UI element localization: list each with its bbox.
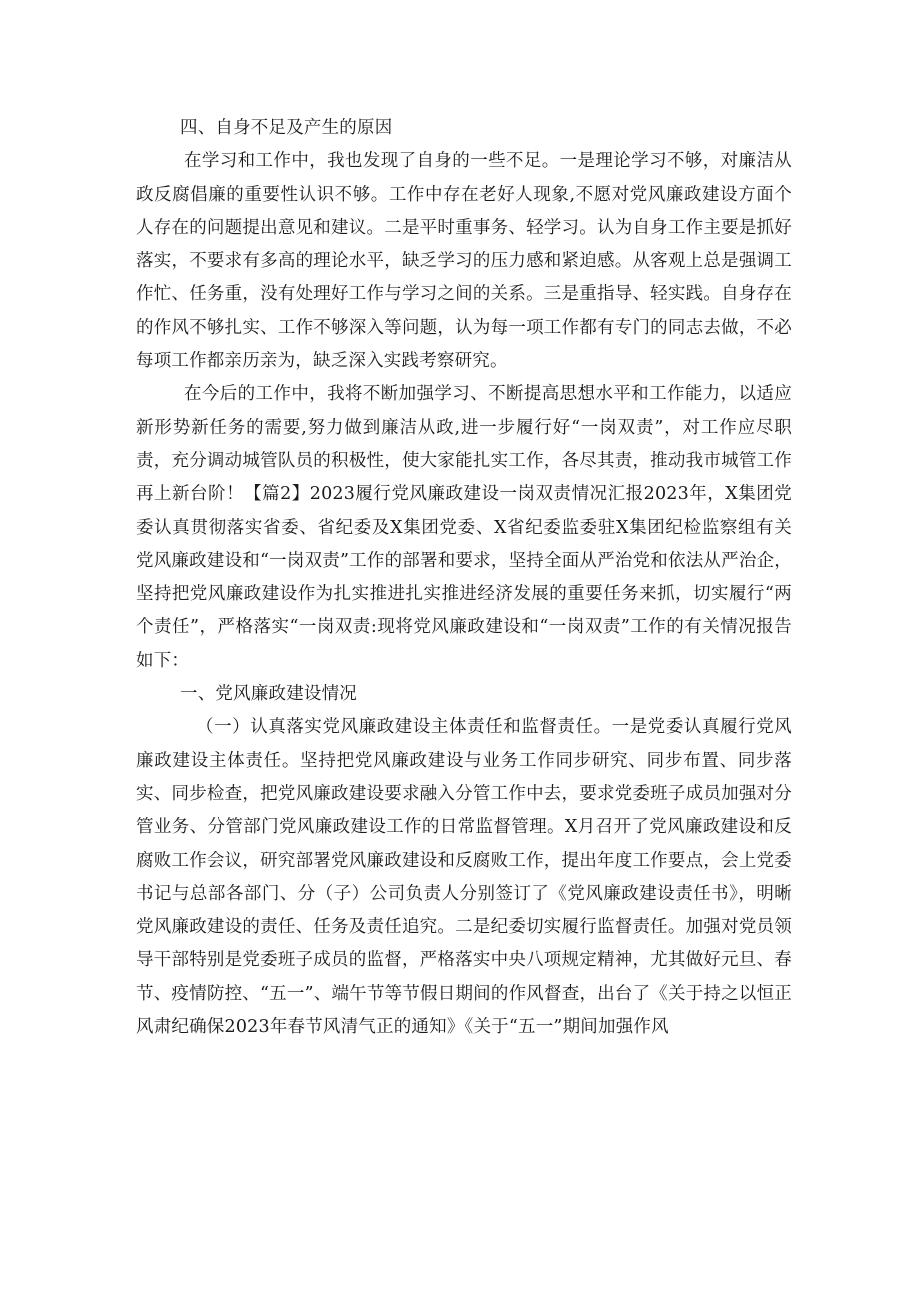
paragraph-shortcomings: 在学习和工作中，我也发现了自身的一些不足。一是理论学习不够，对廉洁从政反腐倡廉的重要性认识不够。工作中存在老好人现象,不愿对党风廉政建设方面个人存在的问题提出意见和建议。二是平时重事务、轻学习。认为自身工作主要是抓好落实，不要求有多高的理论水平，缺乏学习的压力感和紧迫感。从客观上总是强调工作忙、任务重，没有处理好工作与学习之间的关系。三是重指导、轻实践。自身存在的作风不够扎实、工作不够深入等问题，认为每一项工作都有专门的同志去做，不必每项工作都亲历亲为，缺乏深入实践考察研究。: [136, 151, 792, 372]
paragraph-main-responsibility: （一）认真落实党风廉政建设主体责任和监督责任。一是党委认真履行党风廉政建设主体责任。坚持把党风廉政建设与业务工作同步研究、同步布置、同步落实、同步检查，把党风廉政建设要求融入分管工作中去，要求党委班子成员加强对分管业务、分管部门党风廉政建设工作的日常监督管理。X月召开了党风廉政建设和反腐败工作会议，研究部署党风廉政建设和反腐败工作，提出年度工作要点，会上党委书记与总部各部门、分（子）公司负责人分别签订了《党风廉政建设责任书》，明晰党风廉政建设的责任、任务及责任追究。二是纪委切实履行监督责任。加强对党员领导干部特别是党委班子成员的监督，严格落实中央八项规定精神，尤其做好元旦、春节、疫情防控、“五一”、端午节等节假日期间的作风督查，出台了《关于持之以恒正风肃纪确保2023年春节风清气正的通知》《关于“五一”期间加强作风: [136, 717, 792, 1038]
paragraph-future-work: 在今后的工作中，我将不断加强学习、不断提高思想水平和工作能力，以适应新形势新任务的需要,努力做到廉洁从政,进一步履行好“一岗双责”，对工作应尽职责，充分调动城管队员的积极性，使大家能扎实工作，各尽其责，推动我市城管工作再上新台阶！【篇2】2023履行党风廉政建设一岗双责情况汇报2023年，X集团党委认真贯彻落实省委、省纪委及X集团党委、X省纪委监委驻X集团纪检监察组有关党风廉政建设和“一岗双责”工作的部署和要求，坚持全面从严治党和依法从严治企，坚持把党风廉政建设作为扎实推进扎实推进经济发展的重要任务来抓，切实履行“两个责任”，严格落实“一岗双责:现将党风廉政建设和“一岗双责”工作的有关情况报告如下：: [136, 384, 792, 671]
section-heading-party-conduct: 一、党风廉政建设情况: [180, 684, 357, 705]
document-body: [136, 112, 792, 1044]
section-heading-shortcomings: 四、自身不足及产生的原因: [180, 118, 393, 138]
